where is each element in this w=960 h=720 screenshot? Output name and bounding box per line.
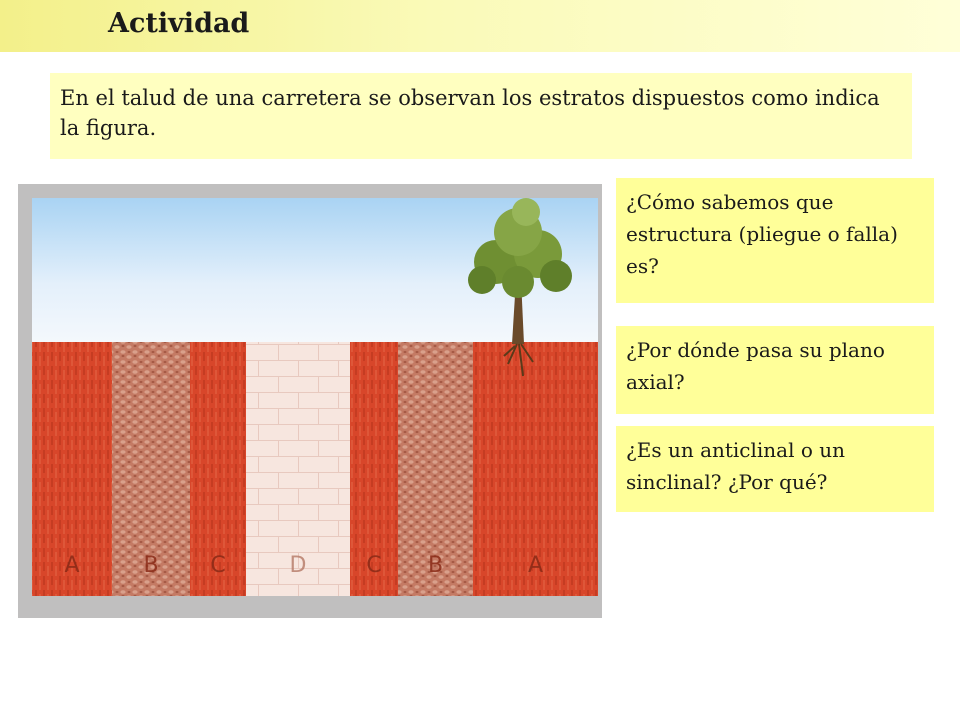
stratum-label: B [427,553,444,578]
question-box-fold-type: ¿Es un anticlinal o un sinclinal? ¿Por qué? [616,426,934,512]
stratum-label: A [527,553,544,578]
strata-figure [18,184,602,618]
question-box-structure: ¿Cómo sabemos que estructura (pliegue o falla) es? [616,178,934,303]
page-title: Actividad [108,8,250,39]
title-bar [0,0,960,52]
stratum-label: B [143,553,159,578]
question-box-axial-plane: ¿Por dónde pasa su plano axial? [616,326,934,414]
stratum-label: D [289,553,307,578]
stratum-label: C [210,553,226,578]
strata [32,342,598,596]
stratum-label: A [64,553,80,578]
stratum-label: C [366,553,382,578]
intro-text-box: En el talud de una carretera se observan los estratos dispuestos como indica la figura. [50,73,912,159]
